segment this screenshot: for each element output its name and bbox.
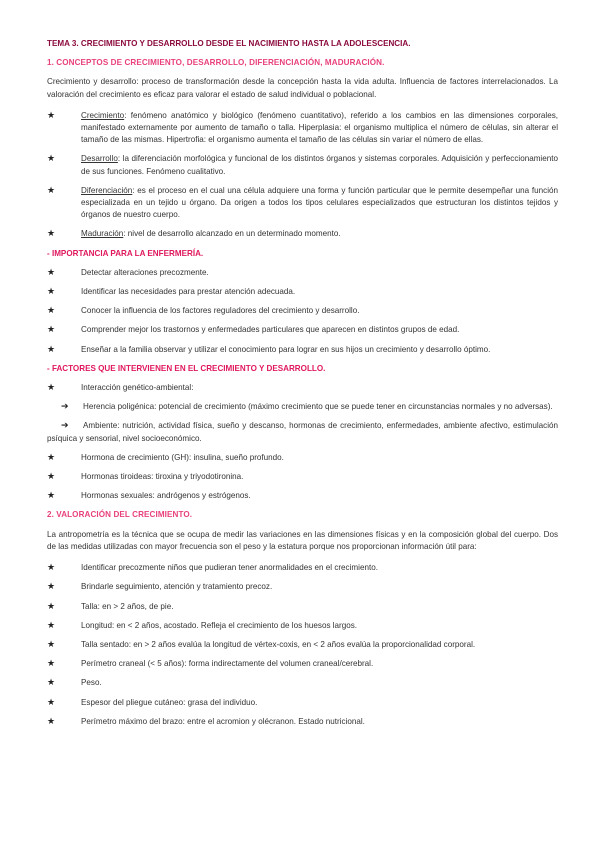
list-item: ★ Identificar precozmente niños que pudieran tener anormalidades en el crecimiento. xyxy=(47,563,378,574)
star-bullet-icon: ★ xyxy=(47,620,56,631)
concept-text: : nivel de desarrollo alcanzado en un determinado momento. xyxy=(123,229,341,239)
star-bullet-icon: ★ xyxy=(47,491,56,502)
list-item: ★ Talla: en > 2 años, de pie. xyxy=(47,601,174,612)
list-item: ★ Enseñar a la familia observar y utilizar el conocimiento para lograr en sus hijos un crecimiento y desarrollo óptimo. xyxy=(47,344,491,355)
list-item: ★ Identificar las necesidades para prestar atención adecuada. xyxy=(47,287,296,298)
factores-heading: - FACTORES QUE INTERVIENEN EN EL CRECIMIENTO Y DESARROLLO. xyxy=(47,363,326,373)
list-item: ★ Conocer la influencia de los factores reguladores del crecimiento y desarrollo. xyxy=(47,306,360,317)
list-item: ★ Talla sentado: en > 2 años evalúa la longitud de vértex-coxis, en < 2 años evalúa la proporcionalidad corporal. xyxy=(47,639,476,650)
document-title: TEMA 3. CRECIMIENTO Y DESARROLLO DESDE EL NACIMIENTO HASTA LA ADOLESCENCIA. xyxy=(47,39,411,48)
sub-list-item: ➔ Herencia poligénica: potencial de crecimiento (máximo crecimiento que se puede tener en circunstancias normales y no adversas). xyxy=(61,402,553,413)
star-bullet-icon: ★ xyxy=(47,185,56,196)
list-item: ★ Interacción genético-ambiental: xyxy=(47,383,194,394)
star-bullet-icon: ★ xyxy=(47,582,56,593)
concept-term: Maduración xyxy=(81,229,124,239)
list-item: ★ Longitud: en < 2 años, acostado. Refleja el crecimiento de los huesos largos. xyxy=(47,620,358,631)
sub-list-item: ➔ Ambiente: nutrición, actividad física, sueño y descanso, hormonas de crecimiento, enfermedades, ambiente afectivo, estimulación psíquica y sensorial, nivel socioeconómico. xyxy=(47,421,558,443)
concepts-list xyxy=(47,110,558,241)
star-bullet-icon: ★ xyxy=(47,659,56,670)
list-item xyxy=(47,228,558,240)
concept-text: : es el proceso en el cual una célula adquiere una forma y función particular que le permite desempeñar una función especializada en un tejido u órgano. Da origen a todos los tipos celulares especializados que estructuran los distintos tejidos y órganos de nuestro cuerpo. xyxy=(81,185,558,220)
importancia-heading: - IMPORTANCIA PARA LA ENFERMERÍA. xyxy=(47,248,204,258)
list-item: ★ Espesor del pliegue cutáneo: grasa del individuo. xyxy=(47,697,258,708)
list-item: ★ Hormonas tiroideas: tiroxina y triyodotironina. xyxy=(47,472,244,483)
arrow-right-icon: ➔ xyxy=(61,402,69,413)
star-bullet-icon: ★ xyxy=(47,306,56,317)
list-item xyxy=(47,153,558,177)
star-bullet-icon: ★ xyxy=(47,344,56,355)
concept-text: : fenómeno anatómico y biológico (fenómeno cuantitativo), referido a los cambios en las dimensiones corporales, manifestado externamente por aumento de tamaño o talla. Hiperplasia: el organismo multiplica el número de células, sin alterar el tamaño de las mismas. Hipertrofia: el organismo aumenta el tamaño de las células sin variar el número de ellas. xyxy=(81,110,558,145)
importancia-list xyxy=(47,267,558,356)
star-bullet-icon: ★ xyxy=(47,452,56,463)
concept-term: Crecimiento xyxy=(81,110,125,120)
star-bullet-icon: ★ xyxy=(47,601,56,612)
section2-heading: 2. VALORACIÓN DEL CRECIMIENTO. xyxy=(47,510,193,520)
star-bullet-icon: ★ xyxy=(47,325,56,336)
star-bullet-icon: ★ xyxy=(47,267,56,278)
list-item: ★ Hormona de crecimiento (GH): insulina, sueño profundo. xyxy=(47,452,284,463)
star-bullet-icon: ★ xyxy=(47,716,56,727)
list-item xyxy=(47,185,558,222)
list-item xyxy=(47,110,558,147)
star-bullet-icon: ★ xyxy=(47,154,56,165)
list-item: ★ Brindarle seguimiento, atención y tratamiento precoz. xyxy=(47,582,273,593)
star-bullet-icon: ★ xyxy=(47,110,56,121)
concept-term: Diferenciación xyxy=(81,185,133,195)
star-bullet-icon: ★ xyxy=(47,287,56,298)
section1-heading: 1. CONCEPTOS DE CRECIMIENTO, DESARROLLO, DIFERENCIACIÓN, MADURACIÓN. xyxy=(47,58,385,68)
valoracion-list xyxy=(47,562,558,728)
factores-list xyxy=(47,382,558,502)
list-item: ★ Peso. xyxy=(47,678,102,689)
star-bullet-icon: ★ xyxy=(47,383,56,394)
document-page xyxy=(47,38,558,735)
list-item: ★ Comprender mejor los trastornos y enfermedades particulares que aparecen en distintos grupos de edad. xyxy=(47,325,460,336)
list-item: ★ Detectar alteraciones precozmente. xyxy=(47,267,209,278)
list-item: ★ Hormonas sexuales: andrógenos y estrógenos. xyxy=(47,491,251,502)
arrow-right-icon: ➔ xyxy=(61,421,69,432)
star-bullet-icon: ★ xyxy=(47,472,56,483)
section1-intro: Crecimiento y desarrollo: proceso de transformación desde la concepción hasta la vida adulta. Influencia de factores interrelacionados. La valoración del crecimiento es eficaz para valorar el estado de salud individual o poblacional. xyxy=(47,77,558,99)
star-bullet-icon: ★ xyxy=(47,639,56,650)
section2-intro: La antropometría es la técnica que se ocupa de medir las variaciones en las dimensiones físicas y en la composición global del cuerpo. Dos de las medidas utilizadas con mayor frecuencia son el peso y la estatura porque nos proporcionan información útil para: xyxy=(47,529,558,551)
list-item: ★ Perímetro máximo del brazo: entre el acromion y olécranon. Estado nutricional. xyxy=(47,716,365,727)
star-bullet-icon: ★ xyxy=(47,563,56,574)
concept-term: Desarrollo xyxy=(81,154,118,164)
list-item: ★ Perímetro craneal (< 5 años): forma indirectamente del volumen craneal/cerebral. xyxy=(47,659,374,670)
star-bullet-icon: ★ xyxy=(47,678,56,689)
concept-text: : la diferenciación morfológica y funcional de los distintos órganos y sistemas corporales. Adquisición y perfeccionamiento de sus funciones. Fenómeno cualitativo. xyxy=(81,154,558,176)
star-bullet-icon: ★ xyxy=(47,229,56,240)
star-bullet-icon: ★ xyxy=(47,697,56,708)
